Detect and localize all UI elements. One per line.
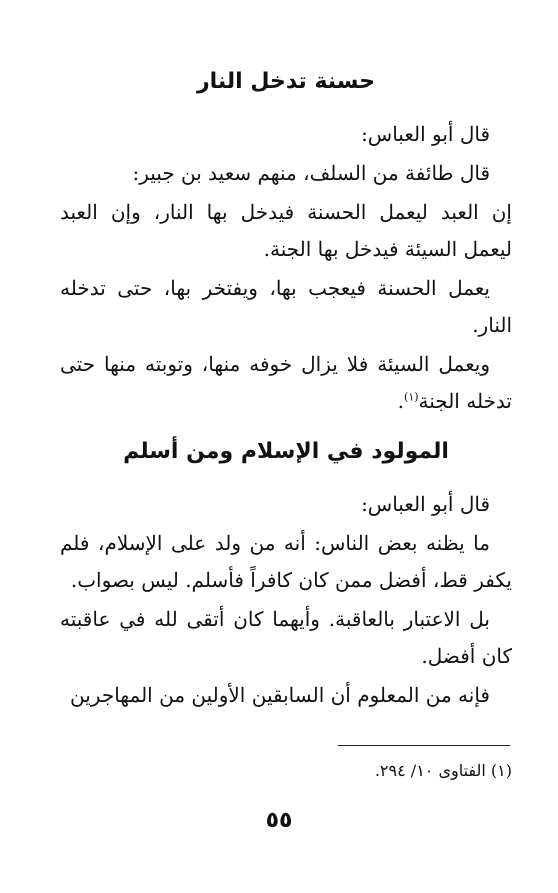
paragraph-3: إن العبد ليعمل الحسنة فيدخل بها النار، وإن العبد ليعمل السيئة فيدخل بها الجنة. — [60, 200, 512, 261]
paragraph-2: قال طائفة من السلف، منهم سعيد بن جبير: — [132, 161, 490, 185]
section-title-born-muslim: المولود في الإسلام ومن أسلم — [123, 439, 449, 464]
footnote-marker: (١) — [404, 390, 419, 404]
paragraph-5-tail: . — [397, 389, 405, 413]
section-title-good-deed: حسنة تدخل النار — [196, 69, 376, 94]
paragraph-9: فإنه من المعلوم أن السابقين الأولين من المهاجرين — [70, 683, 490, 707]
paragraph-1: قال أبو العباس: — [361, 122, 490, 146]
paragraph-5 — [60, 346, 512, 420]
page-number: ٥٥ — [265, 808, 293, 833]
page-body — [60, 50, 512, 716]
paragraph-8: بل الاعتبار بالعاقبة. وأيهما كان أتقى لله في عاقبته كان أفضل. — [60, 607, 512, 668]
footnote: (١) الفتاوى ١٠/ ٢٩٤. — [374, 761, 512, 780]
paragraph-7: ما يظنه بعض الناس: أنه من ولد على الإسلام، فلم يكفر قط، أفضل ممن كان كافراً فأسلم. ليس بصواب. — [60, 531, 512, 592]
footnote-divider — [338, 745, 510, 746]
paragraph-5-text: ويعمل السيئة فلا يزال خوفه منها، وتوبته منها حتى تدخله الجنة — [60, 352, 512, 413]
paragraph-4: يعمل الحسنة فيعجب بها، ويفتخر بها، حتى تدخله النار. — [60, 276, 512, 337]
paragraph-6: قال أبو العباس: — [361, 492, 490, 516]
